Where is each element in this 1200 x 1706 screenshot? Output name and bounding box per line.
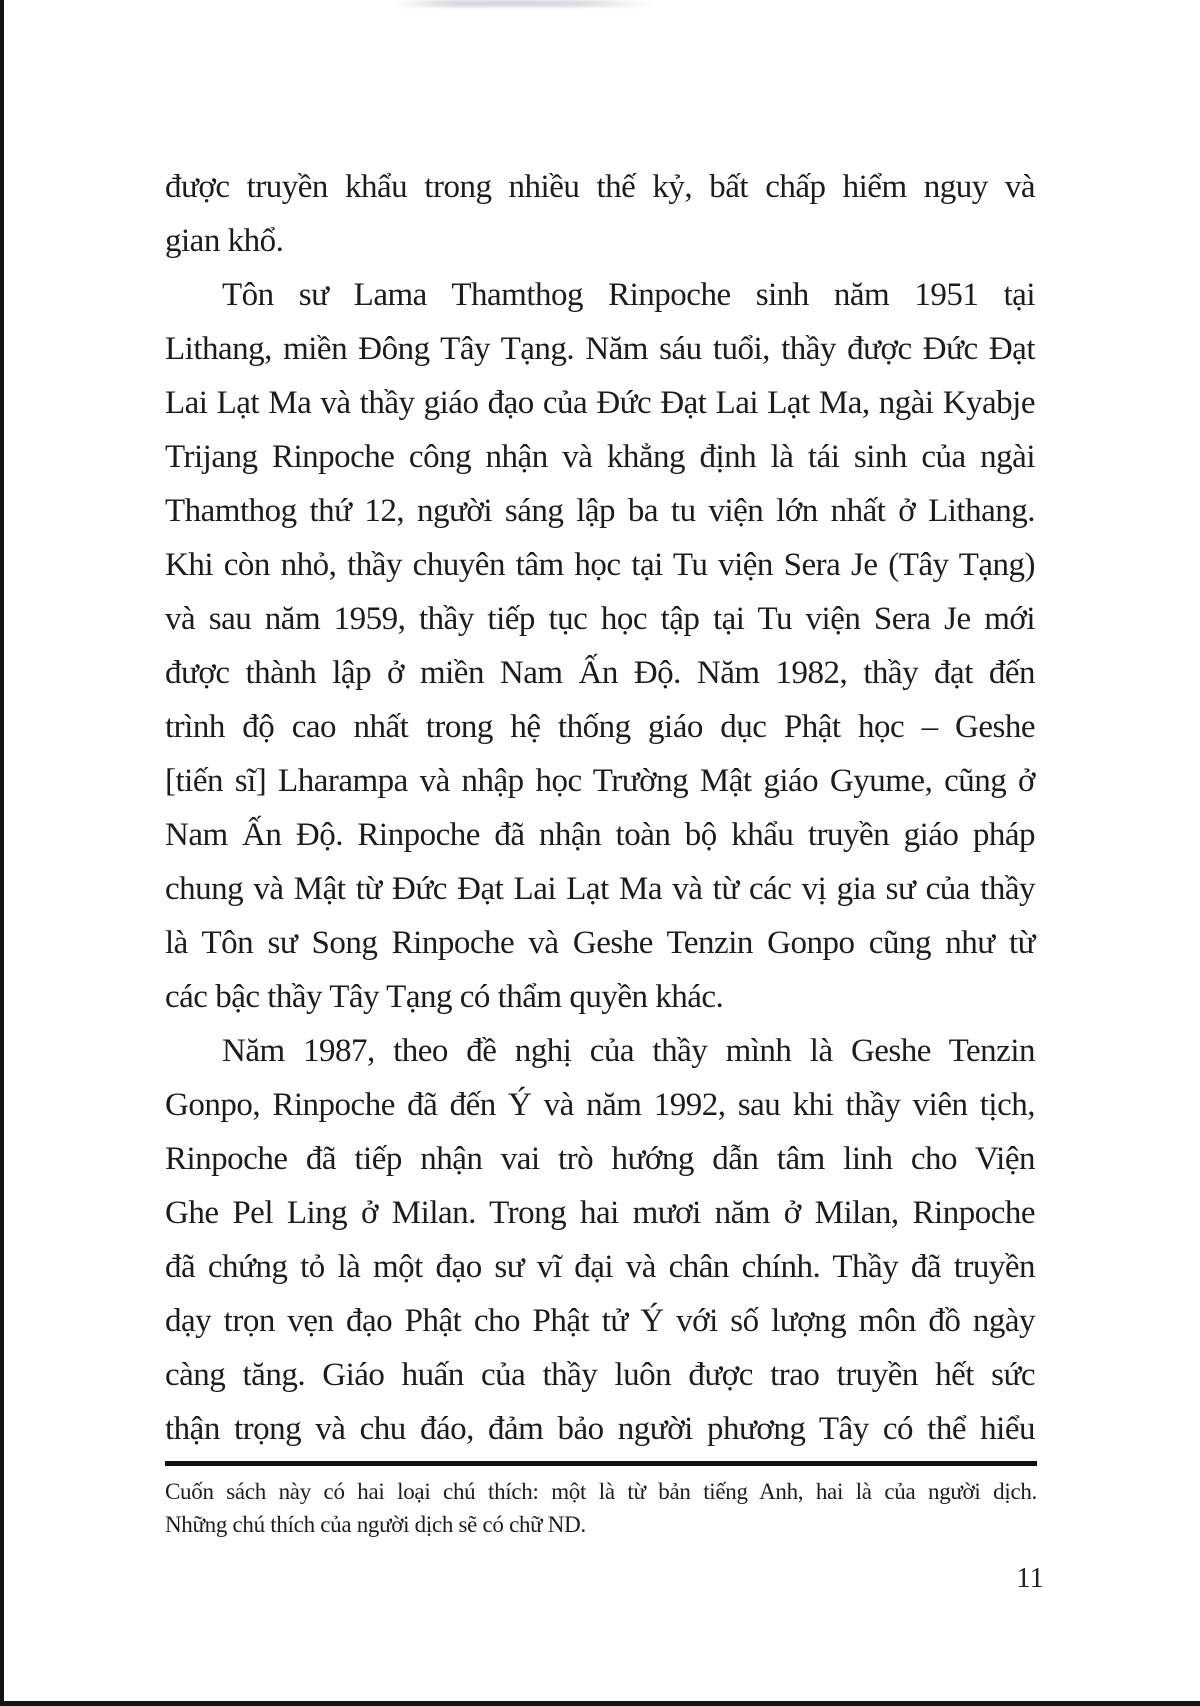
- text-line: Nam Ấn Độ. Rinpoche đã nhận toàn bộ khẩu truyền giáo pháp: [165, 817, 1035, 853]
- text-line: là Tôn sư Song Rinpoche và Geshe Tenzin Gonpo cũng như từ: [165, 925, 1035, 961]
- scan-artifact-left-edge: [0, 0, 4, 1706]
- text-line: đã chứng tỏ là một đạo sư vĩ đại và chân chính. Thầy đã truyền: [165, 1249, 1035, 1285]
- footnote-line: Cuốn sách này có hai loại chú thích: một là từ bản tiếng Anh, hai là của người dịch.: [165, 1479, 1037, 1504]
- text-line: gian khổ.: [165, 223, 284, 259]
- scan-artifact-bottom-edge: [0, 1701, 1200, 1706]
- text-line: dạy trọn vẹn đạo Phật cho Phật tử Ý với số lượng môn đồ ngày: [165, 1303, 1035, 1339]
- text-line: Khi còn nhỏ, thầy chuyên tâm học tại Tu viện Sera Je (Tây Tạng): [165, 547, 1035, 583]
- text-line: Năm 1987, theo đề nghị của thầy mình là Geshe Tenzin: [222, 1033, 1035, 1069]
- scan-artifact-top-edge: [393, 0, 653, 7]
- text-line: Gonpo, Rinpoche đã đến Ý và năm 1992, sau khi thầy viên tịch,: [165, 1087, 1035, 1123]
- page-number: 11: [1016, 1562, 1044, 1594]
- text-line: càng tăng. Giáo huấn của thầy luôn được trao truyền hết sức: [165, 1357, 1035, 1393]
- text-line: được truyền khẩu trong nhiều thế kỷ, bất chấp hiểm nguy và: [165, 169, 1035, 205]
- text-line: và sau năm 1959, thầy tiếp tục học tập tại Tu viện Sera Je mới: [165, 601, 1035, 637]
- text-line: Ghe Pel Ling ở Milan. Trong hai mươi năm ở Milan, Rinpoche: [165, 1195, 1035, 1231]
- text-line: Tôn sư Lama Thamthog Rinpoche sinh năm 1951 tại: [222, 277, 1035, 313]
- text-line: Thamthog thứ 12, người sáng lập ba tu viện lớn nhất ở Lithang.: [165, 493, 1035, 529]
- text-line: Trijang Rinpoche công nhận và khẳng định là tái sinh của ngài: [165, 439, 1035, 475]
- text-line: thận trọng và chu đáo, đảm bảo người phương Tây có thể hiểu: [165, 1411, 1035, 1447]
- footnote: [165, 1475, 1037, 1541]
- text-line: [tiến sĩ] Lharampa và nhập học Trường Mật giáo Gyume, cũng ở: [165, 763, 1035, 799]
- text-line: chung và Mật từ Đức Đạt Lai Lạt Ma và từ các vị gia sư của thầy: [165, 871, 1035, 907]
- text-line: Rinpoche đã tiếp nhận vai trò hướng dẫn tâm linh cho Viện: [165, 1141, 1035, 1177]
- footnote-divider: [165, 1461, 1037, 1466]
- body-text: [165, 160, 1035, 1456]
- text-line: trình độ cao nhất trong hệ thống giáo dục Phật học – Geshe: [165, 709, 1035, 745]
- text-line: các bậc thầy Tây Tạng có thẩm quyền khác.: [165, 979, 724, 1015]
- text-line: Lithang, miền Đông Tây Tạng. Năm sáu tuổi, thầy được Đức Đạt: [165, 331, 1035, 367]
- text-line: Lai Lạt Ma và thầy giáo đạo của Đức Đạt Lai Lạt Ma, ngài Kyabje: [165, 385, 1035, 421]
- text-line: được thành lập ở miền Nam Ấn Độ. Năm 1982, thầy đạt đến: [165, 655, 1035, 691]
- footnote-line: Những chú thích của người dịch sẽ có chữ ND.: [165, 1512, 586, 1537]
